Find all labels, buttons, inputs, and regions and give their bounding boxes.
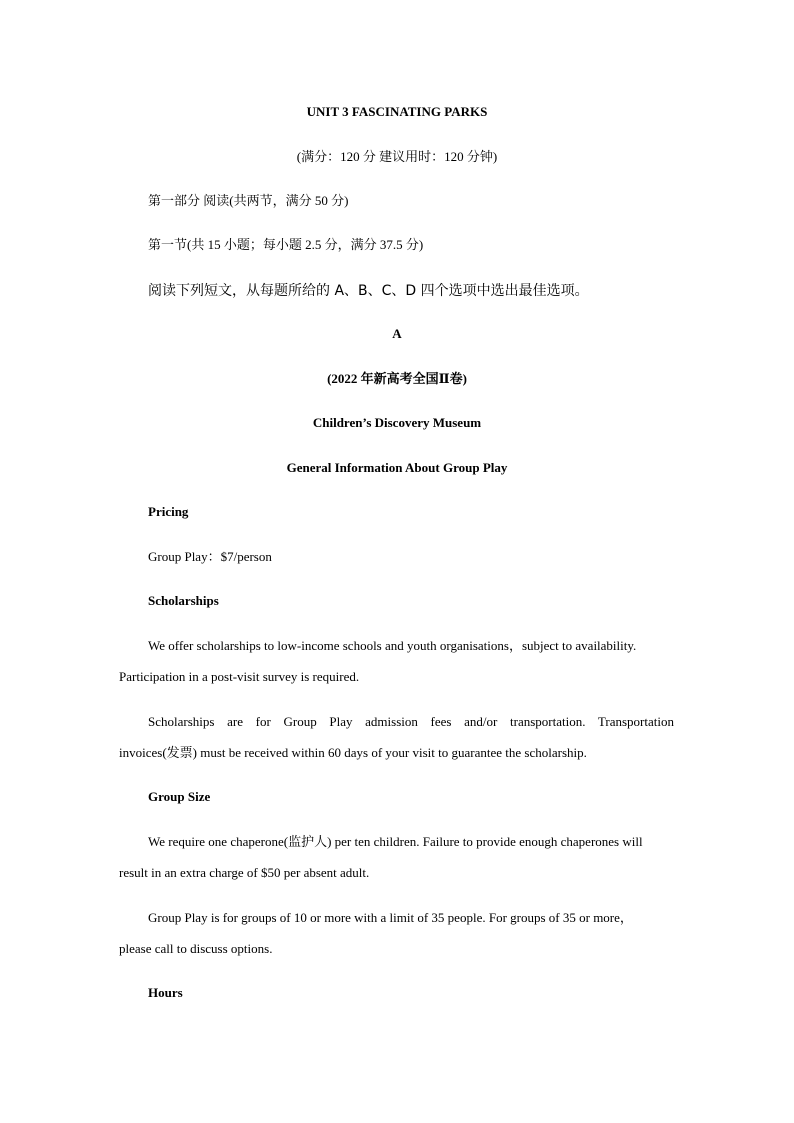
group-size-p2-line2: please call to discuss options.: [119, 941, 273, 956]
score-time-info: (满分：120 分 建议用时：120 分钟): [296, 149, 498, 164]
passage-letter: A: [392, 326, 402, 341]
scholarships-p2-line1: Scholarships are for Group Play admission fees and/or transportation. Transportation: [148, 714, 674, 729]
group-size-p2-line1: Group Play is for groups of 10 or more with a limit of 35 people. For groups of 35 or more，: [148, 910, 633, 925]
pricing-heading: Pricing: [148, 504, 189, 519]
scholarships-p2-line2: invoices(发票) must be received within 60 days of your visit to guarantee the scholarship.: [119, 745, 587, 760]
scholarships-p1-line1: We offer scholarships to low-income schools and youth organisations，subject to availability.: [148, 638, 637, 653]
unit-title: UNIT 3 FASCINATING PARKS: [306, 104, 488, 119]
scholarships-heading: Scholarships: [148, 593, 219, 608]
section-heading: 第一部分 阅读(共两节，满分 50 分): [148, 193, 349, 208]
group-size-p1-line1: We require one chaperone(监护人) per ten children. Failure to provide enough chaperones will: [148, 834, 643, 849]
passage-title: Children’s Discovery Museum: [312, 415, 482, 430]
pricing-text: Group Play：$7/person: [148, 549, 272, 564]
group-size-heading: Group Size: [148, 789, 211, 804]
hours-heading: Hours: [148, 985, 183, 1000]
subsection-heading: 第一节(共 15 小题；每小题 2.5 分，满分 37.5 分): [148, 237, 424, 252]
group-size-p1-line2: result in an extra charge of $50 per absent adult.: [119, 865, 370, 880]
scholarships-p1-line2: Participation in a post-visit survey is required.: [119, 669, 360, 684]
instructions: 阅读下列短文，从每题所给的 A、B、C、D 四个选项中选出最佳选项。: [148, 283, 589, 299]
passage-subtitle: General Information About Group Play: [286, 460, 508, 475]
passage-source: (2022 年新高考全国Ⅱ卷): [327, 371, 467, 386]
